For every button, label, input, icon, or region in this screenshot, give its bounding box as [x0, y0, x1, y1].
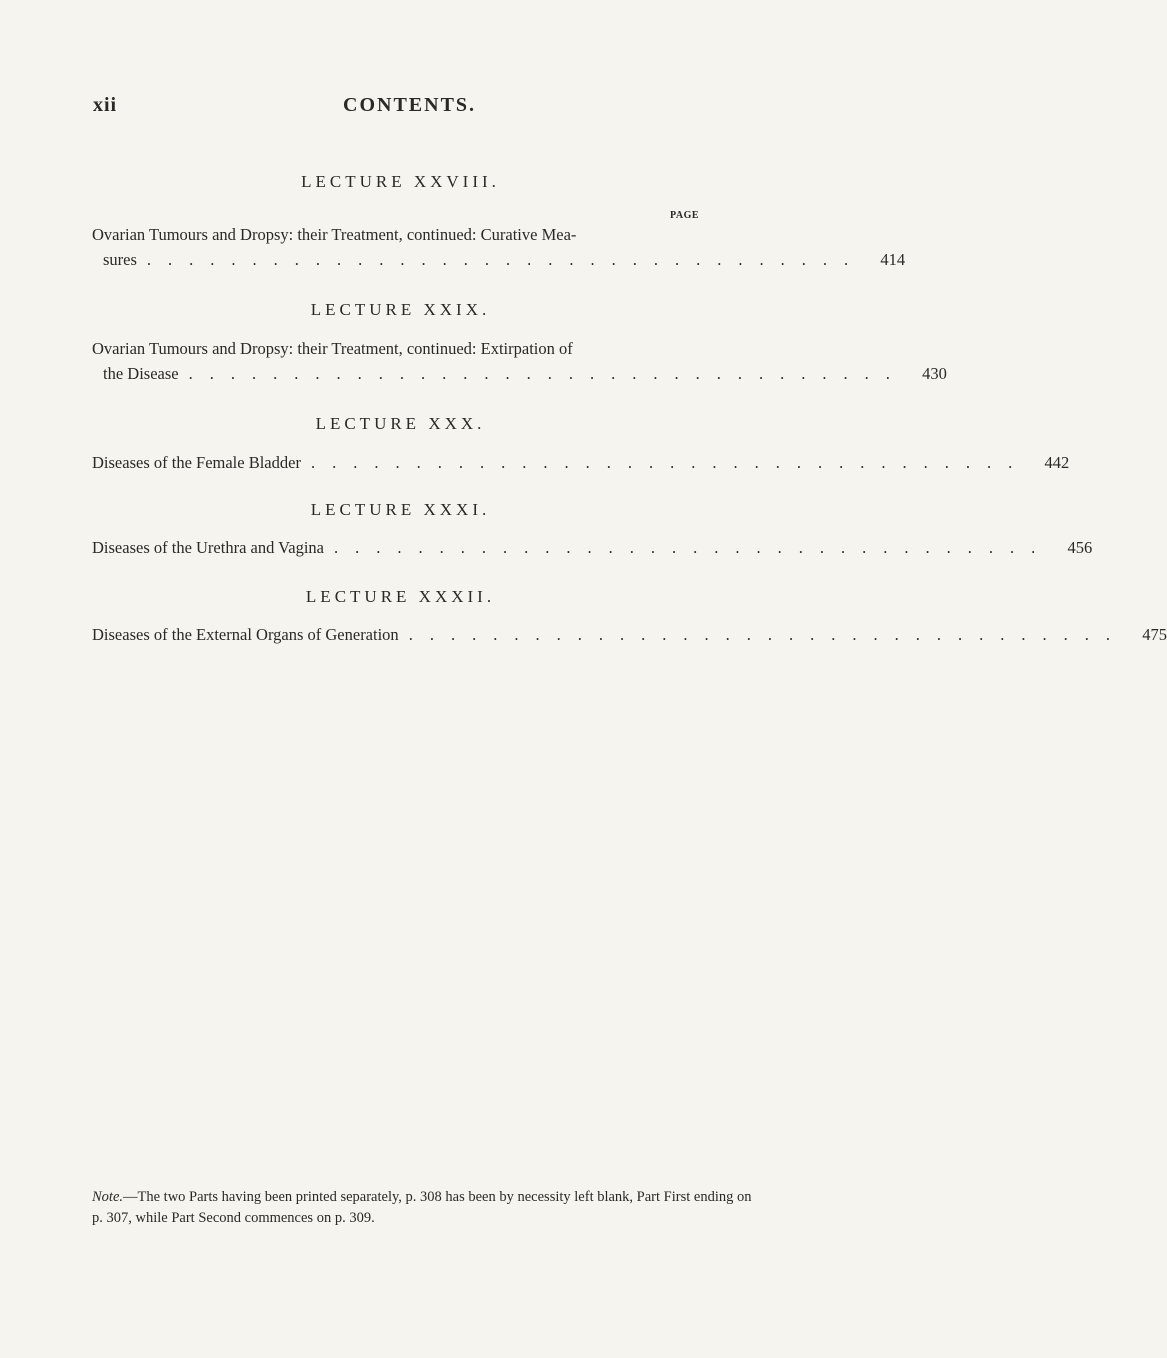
dot-leader: .................................. [310, 453, 1030, 472]
footnote-text: —The two Parts having been printed separately, p. 308 has been by necessity left blank, Part First ending on p. 307, while Part Second commences on p. 309. [92, 1189, 752, 1226]
entry-title: Diseases of the External Organs of Generation [92, 625, 399, 644]
lecture-heading: LECTURE XXXI. [310, 500, 491, 519]
lecture-heading: LECTURE XXIX. [310, 300, 491, 319]
toc-entry [92, 622, 1167, 647]
lecture-heading: LECTURE XXX. [315, 414, 486, 433]
entry-page-number: 475 [1142, 625, 1167, 644]
lecture-heading: LECTURE XXXII. [305, 587, 496, 606]
entry-title-continuation: the Disease [103, 364, 179, 383]
page-number: xii [93, 94, 118, 116]
entry-title-line: Ovarian Tumours and Dropsy: their Treatment, continued: Extirpation of [92, 339, 573, 358]
entry-title-line: Ovarian Tumours and Dropsy: their Treatment, continued: Curative Mea- [92, 225, 577, 244]
entry-title-continuation: sures [103, 250, 137, 269]
toc-entry [92, 450, 1070, 475]
footnote-label: Note. [92, 1189, 124, 1205]
toc-entry [92, 222, 906, 272]
toc-entry [92, 336, 947, 386]
entry-page-number: 430 [922, 364, 947, 383]
dot-leader: .................................. [334, 538, 1053, 557]
dot-leader: .................................. [188, 364, 907, 383]
dot-leader: .................................. [408, 625, 1127, 644]
page-column-label: PAGE [670, 210, 700, 221]
dot-leader: .................................. [146, 250, 866, 269]
entry-page-number: 442 [1044, 453, 1070, 472]
entry-title: Diseases of the Urethra and Vagina [92, 538, 324, 557]
entry-page-number: 456 [1067, 538, 1093, 557]
entry-page-number: 414 [880, 250, 906, 269]
lecture-heading: LECTURE XXVIII. [301, 172, 500, 191]
running-head: CONTENTS. [343, 94, 477, 116]
entry-title: Diseases of the Female Bladder [92, 453, 301, 472]
footnote [92, 1187, 752, 1229]
toc-entry [92, 535, 1093, 560]
